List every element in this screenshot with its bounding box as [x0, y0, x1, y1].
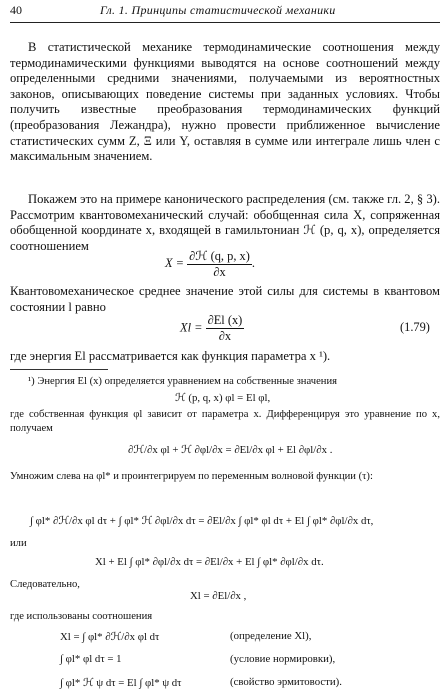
paragraph-quantum-mean: Квантовомеханическое среднее значение этой силы для системы в квантовом состоянии l равно	[10, 284, 440, 314]
running-title: Гл. 1. Принципы статистической механики	[100, 3, 336, 17]
fraction	[187, 248, 252, 280]
fraction	[206, 313, 245, 344]
footnote-text: ¹) Энергия El (x) определяется уравнением на собственные значения	[28, 376, 337, 387]
denominator: ∂x	[213, 265, 226, 279]
relation-definition-equation: Xl = ∫ φl* ∂ℋ/∂x φl dτ	[60, 631, 160, 643]
numerator: ∂El (x)	[207, 313, 243, 327]
footnote-integral-equation: ∫ φl* ∂ℋ/∂x φl dτ + ∫ φl* ℋ ∂φl/∂x dτ = ∂El/∂x ∫ φl* φl dτ + El ∫ φl* ∂φl/∂x dτ,	[30, 515, 374, 527]
footnote-rule	[10, 369, 108, 370]
equation-1-79	[180, 313, 244, 344]
header-rule	[10, 22, 440, 23]
equation-lhs: X =	[165, 255, 185, 270]
relation-hermiticity-equation: ∫ φl* ℋ ψ dτ = El ∫ φl* ψ dτ	[60, 677, 182, 689]
relation-hermiticity-note: (свойство эрмитовости).	[230, 676, 342, 688]
equation-number: (1.79)	[400, 320, 430, 334]
footnote-result-equation: Xl = ∂El/∂x ,	[190, 590, 247, 602]
footnote-text: где использованы соотношения	[10, 611, 153, 622]
relation-normalization-note: (условие нормировки),	[230, 653, 336, 665]
paragraph-energy-parameter: где энергия El рассматривается как функция параметра x ¹).	[10, 349, 331, 363]
paragraph-canonical: Покажем это на примере канонического распределения (см. также гл. 2, § 3). Рассмотрим квантовомеханический случай: обобщенная сила X, сопряженная обобщенной координате x, входящей в гамильтониан ℋ (p, q, x), определяется соотношением	[10, 192, 440, 253]
relation-definition-note: (определение Xl),	[230, 630, 312, 642]
footnote-text: или	[10, 538, 27, 549]
relation-normalization-equation: ∫ φl* φl dτ = 1	[60, 653, 122, 665]
footnote-text: Умножим слева на φl* и проинтегрируем по переменным волновой функции (τ):	[10, 471, 373, 482]
page-number: 40	[10, 3, 22, 17]
equation-lhs: Xl =	[180, 320, 203, 335]
footnote-derivative-equation: ∂ℋ/∂x φl + ℋ ∂φl/∂x = ∂El/∂x φl + El ∂φl/∂x .	[128, 444, 333, 456]
footnote-reduced-equation: Xl + El ∫ φl* ∂φl/∂x dτ = ∂El/∂x + El ∫ φl* ∂φl/∂x dτ.	[95, 556, 324, 568]
equation-generalized-force: X = $\frac{\text{∂ℋ (q, p, x)}}{\partial x}$ .	[165, 249, 255, 279]
footnote-text: где собственная функция φl зависит от параметра x. Дифференцируя это уравнение по x, получаем	[10, 409, 440, 434]
paragraph-legendre: В статистической механике термодинамические соотношения между термодинамическими функциями выводятся на основе соотношений между определенными средними значениями, получаемыми из вероятностных законов, описывающих поведение системы при заданных условиях. Чтобы получить известные преобразования термодинамических функций (преобразования Лежандра), нужно провести приближенное вычисление статистических сумм Z, Ξ или Y, оставляя в сумме или интеграле лишь член с максимальным значением.	[10, 40, 440, 164]
denominator: ∂x	[218, 329, 232, 343]
footnote-eigen-equation: ℋ (p, q, x) φl = El φl,	[175, 392, 271, 404]
numerator: ∂ℋ (q, p, x)	[189, 249, 250, 263]
footnote-text: Следовательно,	[10, 579, 80, 590]
